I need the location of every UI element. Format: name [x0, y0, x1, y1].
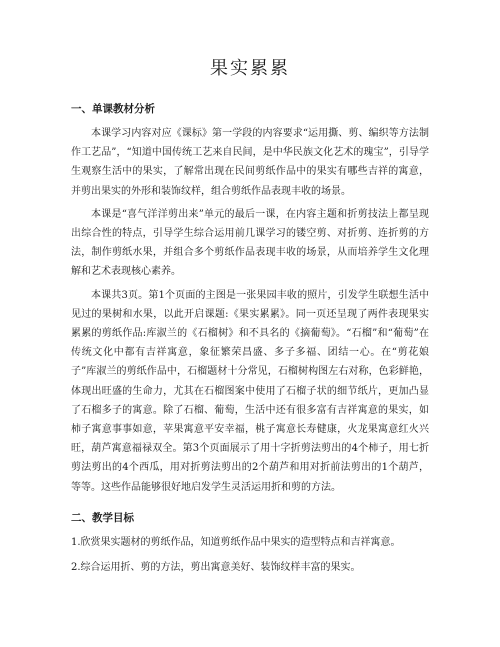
section-heading: 一、单课教材分析	[71, 103, 155, 115]
list-item: 1.欣赏果实题材的剪纸作品，知道剪纸作品中果实的造型特点和吉祥寓意。	[71, 536, 401, 548]
paragraph: 本课共3页。第1个页面的主图是一张果园丰收的照片，引发学生联想生活中见过的果树和水果，以此开启课题:《果实累累》。同一页还呈现了两件表现果实累累的剪纸作品:库淑兰的《石榴树》和不具名的《摘葡萄》。“石榴”和“葡萄”在传统文化中都有吉祥寓意，象征繁荣昌盛、多子多福、团结一心。在“剪花娘子”库淑兰的剪纸作品中，石榴题材十分常见，石榴树构图左右对称，色彩鲜艳，体现出旺盛的生命力，尤其在石榴图案中使用了石榴子状的细节纸片，更加凸显了石榴多子的寓意。除了石榴、葡萄，生活中还有很多富有吉祥寓意的果实，如柿子寓意事事如意，苹果寓意平安幸福，桃子寓意长寿健康，火龙果寓意红火兴旺，葫芦寓意福禄双全。第3个页面展示了用十字折剪法剪出的4个柿子，用七折剪法剪出的4个西瓜，用对折剪法剪出的2个葫芦和用对折前法剪出的1个葫芦，等等。这些作品能够很好地启发学生灵活运用折和剪的方法。	[71, 289, 429, 493]
section-textbook-analysis	[71, 102, 429, 497]
paragraph: 本课学习内容对应《课标》第一学段的内容要求“运用撕、剪、编织等方法制作工艺品”，“知道中国传统工艺来自民间，是中华民族文化艺术的瑰宝”，引导学生观察生活中的果实，了解常出现在民间剪纸作品中的果实有哪些吉祥的寓意，并剪出果实的外形和装饰纹样，组合剪纸作品表现丰收的场景。	[71, 128, 429, 197]
list-item: 2.综合运用折、剪的方法，剪出寓意美好、装饰纹样丰富的果实。	[71, 562, 361, 574]
paragraph: 本课是“喜气洋洋剪出来”单元的最后一课，在内容主题和折剪技法上都呈现出综合性的特点，引导学生综合运用前几课学习的镂空剪、对折剪、连折剪的方法，制作剪纸水果，并组合多个剪纸作品表现丰收的场景，从而培养学生文化理解和艺术表现核心素养。	[71, 208, 429, 278]
document-title: 果实累累	[210, 58, 290, 79]
section-heading: 二、教学目标	[71, 511, 134, 524]
section-teaching-goals	[71, 511, 429, 577]
